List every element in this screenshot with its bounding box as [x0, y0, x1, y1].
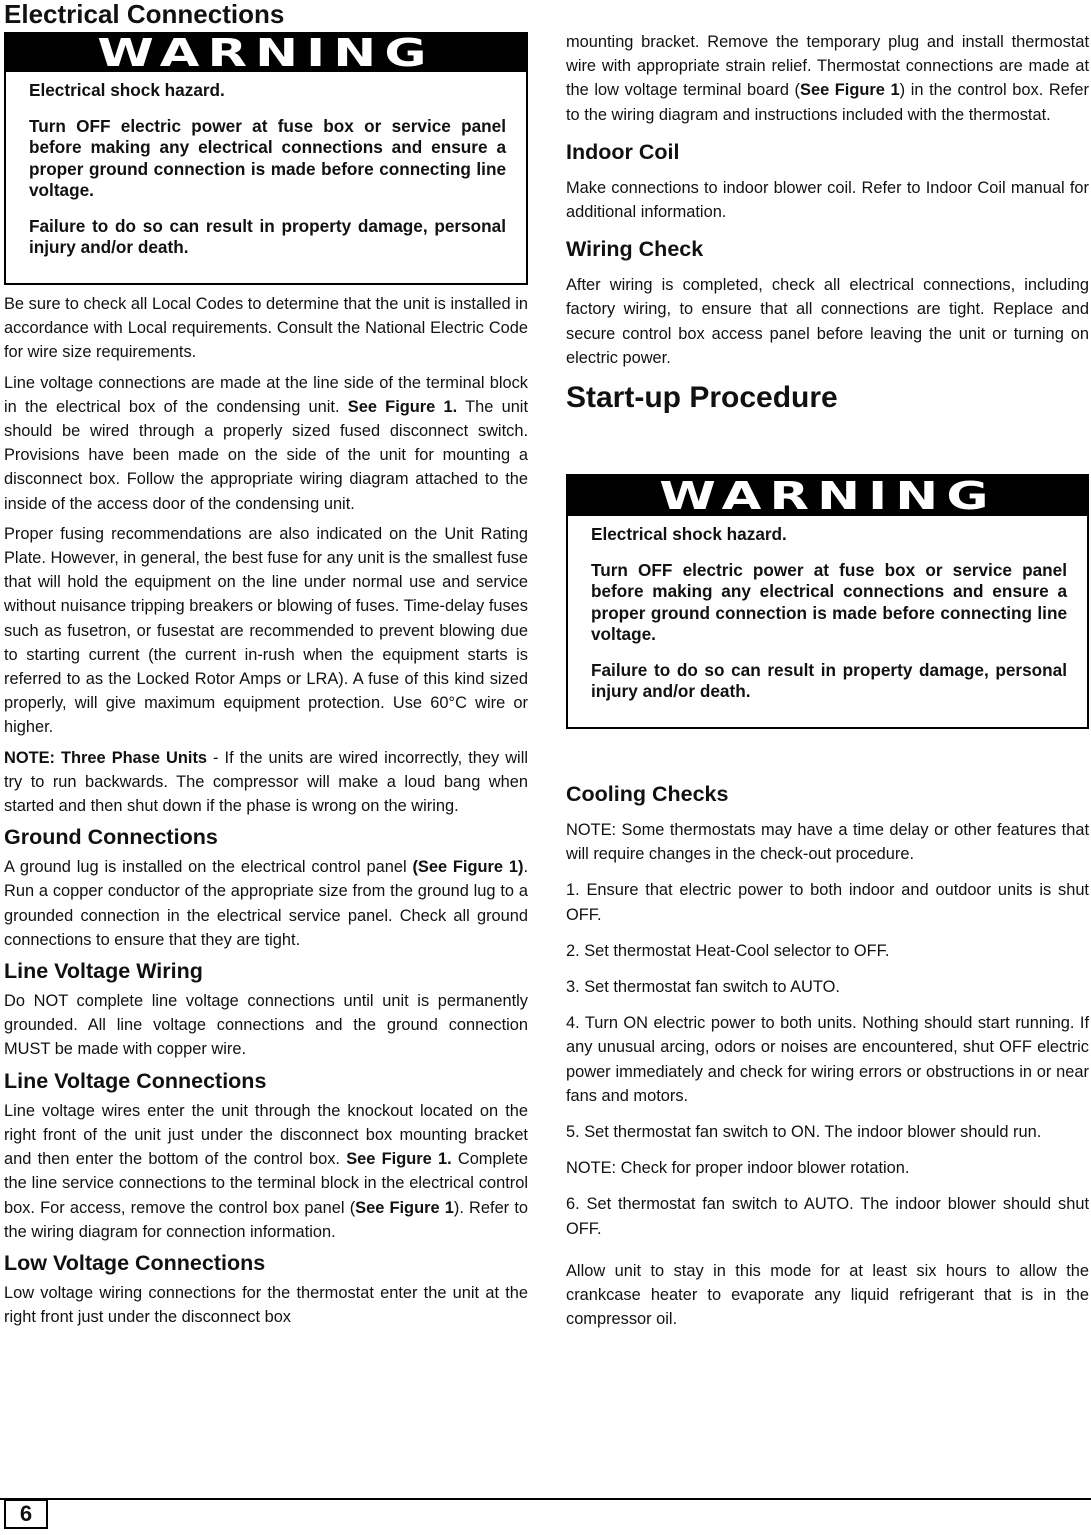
figure-ref: See Figure 1.	[346, 1150, 452, 1169]
list-item: 3. Set thermostat fan switch to AUTO.	[566, 978, 840, 997]
warning-line: Failure to do so can result in property damage, personal injury and/or death.	[591, 659, 1067, 702]
heading-line-voltage-wiring: Line Voltage Wiring	[4, 959, 203, 984]
paragraph-line-voltage-connections: Line voltage wires enter the unit through the knockout located on the right front of the unit just under the disconnect box mounting bracket and then enter the bottom of the control box. See Figure 1. Complete the line service connections to the terminal block in the electrical control box. For access, remove the control box panel (See Figure 1). Refer to the wiring diagram for connection information.	[4, 1101, 529, 1241]
paragraph-cooling-note: NOTE: Some thermostats may have a time delay or other features that will require changes in the check-out procedure.	[566, 821, 1089, 864]
paragraph-crankcase-heater: Allow unit to stay in this mode for at least six hours to allow the crankcase heater to evaporate any liquid refrigerant that is in the compressor oil.	[566, 1261, 1089, 1329]
warning-line: Turn OFF electric power at fuse box or service panel before making any electrical connections and ensure a proper ground connection is made before connecting line voltage.	[29, 115, 506, 200]
warning-banner-text: WARNING	[97, 31, 435, 75]
warning-banner	[6, 31, 526, 75]
figure-ref: See Figure 1.	[347, 397, 458, 416]
section-title-electrical-connections: Electrical Connections	[4, 0, 285, 29]
warning-line: Failure to do so can result in property damage, personal injury and/or death.	[29, 215, 506, 257]
warning-banner	[568, 474, 1087, 519]
page-number: 6	[4, 1499, 48, 1529]
paragraph-line-voltage-wiring: Do NOT complete line voltage connections until unit is permanently grounded. All line voltage connections and the ground connection MUST be made with copper wire.	[4, 992, 528, 1059]
warning-body	[568, 516, 1087, 711]
heading-indoor-coil: Indoor Coil	[566, 139, 680, 164]
section-title-startup-procedure: Start-up Procedure	[566, 381, 838, 415]
paragraph-three-phase-note: NOTE: Three Phase Units - If the units are wired incorrectly, they will try to run backwards. The compressor will make a loud bang when started and then shut down if the phase is wrong on the wiring.	[4, 748, 528, 816]
heading-cooling-checks: Cooling Checks	[566, 782, 729, 807]
paragraph-line-voltage: Line voltage connections are made at the line side of the terminal block in the electrical box of the condensing unit. See Figure 1. The unit should be wired through a properly sized fused disconnect switch. Provisions have been made on the side of the unit for mounting a disconnect box. Follow the appropriate wiring diagram attached to the inside of the access door of the condensing unit.	[4, 373, 529, 513]
list-item: 2. Set thermostat Heat-Cool selector to OFF.	[566, 941, 890, 960]
right-column	[566, 30, 1089, 1337]
note-label: NOTE: Three Phase Units	[4, 748, 208, 767]
warning-box	[566, 474, 1089, 729]
list-item: 4. Turn ON electric power to both units. Nothing should start running. If any unusual arcing, odors or noises are encountered, shut OFF electric power immediately and check for wiring errors or obstructions in or near fans and motors.	[566, 1014, 1089, 1105]
paragraph-rotation-note: NOTE: Check for proper indoor blower rotation.	[566, 1159, 910, 1178]
figure-ref: See Figure 1	[355, 1198, 454, 1217]
warning-line: Turn OFF electric power at fuse box or service panel before making any electrical connections and ensure a proper ground connection is made before connecting line voltage.	[591, 559, 1067, 645]
list-item: 1. Ensure that electric power to both indoor and outdoor units is shut OFF.	[566, 881, 1089, 924]
paragraph-local-codes: Be sure to check all Local Codes to determine that the unit is installed in accordance with Local requirements. Consult the National Electric Code for wire size requirements.	[4, 295, 528, 362]
heading-ground-connections: Ground Connections	[4, 825, 218, 850]
warning-line: Electrical shock hazard.	[29, 80, 225, 100]
paragraph-indoor-coil: Make connections to indoor blower coil. Refer to Indoor Coil manual for additional information.	[566, 178, 1089, 222]
warning-line: Electrical shock hazard.	[591, 524, 787, 545]
warning-body	[6, 72, 526, 267]
paragraph-thermostat-wire: mounting bracket. Remove the temporary plug and install thermostat wire with appropriate strain relief. Thermostat connections are made at the low voltage terminal board (See Figure 1) in the control box. Refer to the wiring diagram and instructions included with the thermostat.	[566, 33, 1089, 124]
paragraph-fusing: Proper fusing recommendations are also indicated on the Unit Rating Plate. However, in general, the best fuse for any unit is the smallest fuse that will hold the equipment on the line under normal use and service without nuisance tripping breakers or blowing of fuses. Time-delay fuses such as fusetron, or fusestat are recommended to prevent blowing due to starting current (the current in-rush when the equipment starts is referred to as the Locked Rotor Amps or LRA). A fuse of this kind sized properly, will give maximum equipment protection. Use 60°C wire or higher.	[4, 524, 528, 737]
paragraph-ground: A ground lug is installed on the electrical control panel (See Figure 1). Run a copper conductor of the appropriate size from the ground lug to a grounded connection in the electrical service panel. Check all ground connections to ensure that they are tight.	[4, 858, 528, 949]
heading-line-voltage-connections: Line Voltage Connections	[4, 1068, 267, 1093]
left-column	[4, 0, 528, 1335]
heading-wiring-check: Wiring Check	[566, 237, 704, 262]
warning-box	[4, 32, 528, 285]
list-item: 6. Set thermostat fan switch to AUTO. The indoor blower should shut OFF.	[566, 1195, 1089, 1238]
figure-ref: See Figure 1	[800, 81, 900, 100]
list-item: 5. Set thermostat fan switch to ON. The indoor blower should run.	[566, 1123, 1042, 1142]
footer-rule	[0, 1498, 1091, 1500]
figure-ref: (See Figure 1)	[412, 858, 524, 877]
paragraph-low-voltage: Low voltage wiring connections for the thermostat enter the unit at the right front just under the disconnect box	[4, 1283, 528, 1327]
heading-low-voltage-connections: Low Voltage Connections	[4, 1250, 266, 1275]
warning-banner-text: WARNING	[658, 474, 997, 519]
paragraph-wiring-check: After wiring is completed, check all electrical connections, including factory wiring, to ensure that all connections are tight. Replace and secure control box access panel before leaving the unit or turning on electric power.	[566, 276, 1089, 367]
